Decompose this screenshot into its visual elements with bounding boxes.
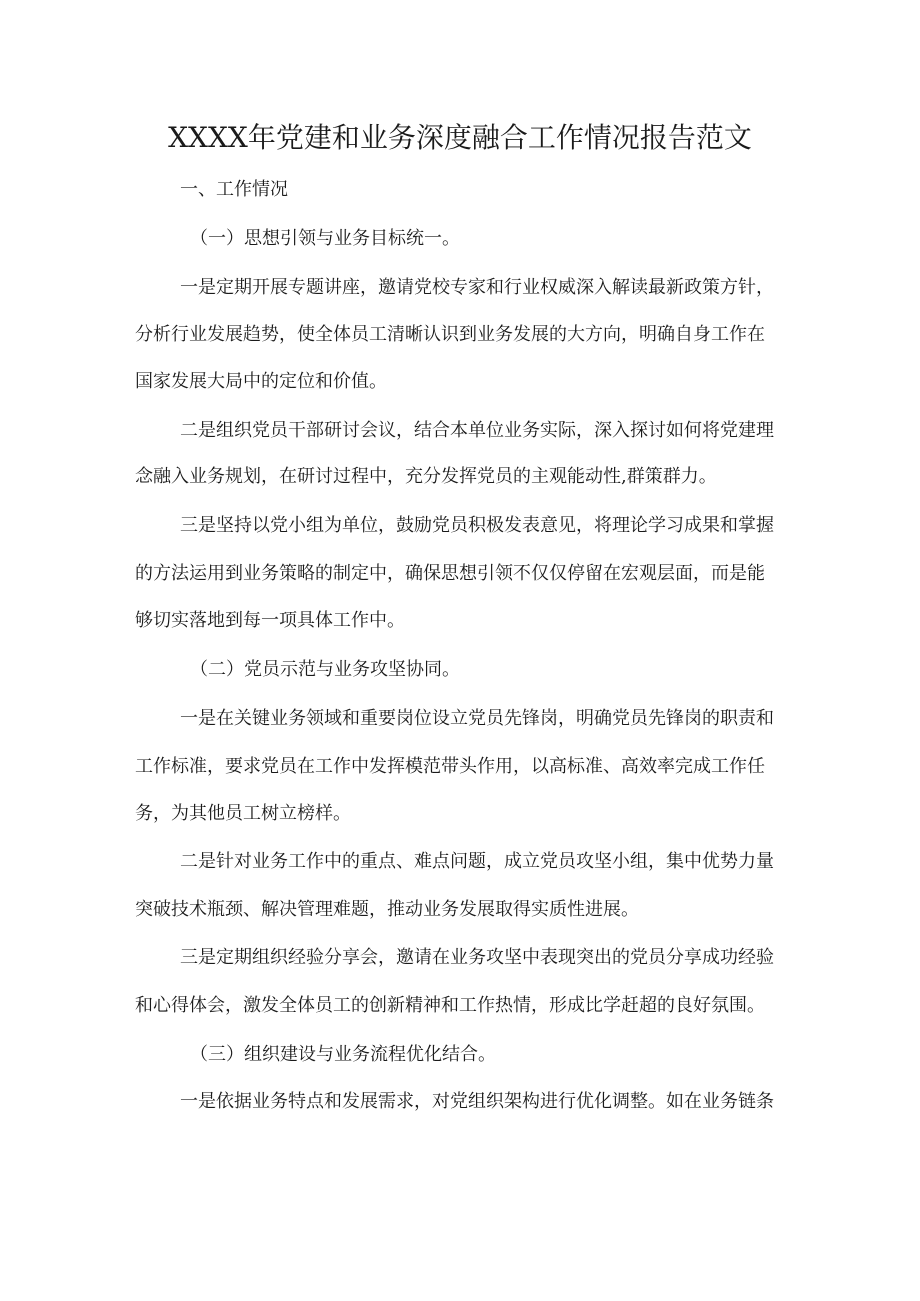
paragraph-line: 念融入业务规划，在研讨过程中，充分发挥党员的主观能动性,群策群力。 <box>135 466 717 487</box>
paragraph-line: 二是组织党员干部研讨会议，结合本单位业务实际，深入探讨如何将党建理 <box>180 420 774 441</box>
paragraph-line: 分析行业发展趋势，使全体员工清晰认识到业务发展的大方向，明确自身工作在 <box>135 324 765 345</box>
subsection-heading: （三）组织建设与业务流程优化结合。 <box>190 1044 496 1065</box>
subsection-heading: （一）思想引领与业务目标统一。 <box>190 228 460 249</box>
document-title: XXXX年党建和业务深度融合工作情况报告范文 <box>168 121 752 154</box>
paragraph-line: 一是定期开展专题讲座，邀请党校专家和行业权威深入解读最新政策方针， <box>180 277 774 298</box>
paragraph-line: 国家发展大局中的定位和价值。 <box>135 371 387 392</box>
paragraph-line: 工作标准，要求党员在工作中发挥模范带头作用，以高标准、高效率完成工作任 <box>135 756 765 777</box>
paragraph-line: 三是坚持以党小组为单位，鼓励党员积极发表意见，将理论学习成果和掌握 <box>180 515 774 536</box>
paragraph-line: 一是依据业务特点和发展需求，对党组织架构进行优化调整。如在业务链条 <box>180 1091 774 1112</box>
paragraph-line: 二是针对业务工作中的重点、难点问题，成立党员攻坚小组，集中优势力量 <box>180 851 774 872</box>
paragraph-line: 三是定期组织经验分享会，邀请在业务攻坚中表现突出的党员分享成功经验 <box>180 947 774 968</box>
paragraph-line: 务，为其他员工树立榜样。 <box>135 803 351 824</box>
paragraph-line: 和心得体会，激发全体员工的创新精神和工作热情，形成比学赶超的良好氛围。 <box>135 995 765 1016</box>
paragraph-line: 的方法运用到业务策略的制定中，确保思想引领不仅仅停留在宏观层面，而是能 <box>135 563 765 584</box>
paragraph-line: 突破技术瓶颈、解决管理难题，推动业务发展取得实质性进展。 <box>135 899 639 920</box>
section-heading: 一、工作情况 <box>180 179 288 200</box>
paragraph-line: 一是在关键业务领域和重要岗位设立党员先锋岗，明确党员先锋岗的职责和 <box>180 708 774 729</box>
paragraph-line: 够切实落地到每一项具体工作中。 <box>135 610 405 631</box>
subsection-heading: （二）党员示范与业务攻坚协同。 <box>190 659 460 680</box>
